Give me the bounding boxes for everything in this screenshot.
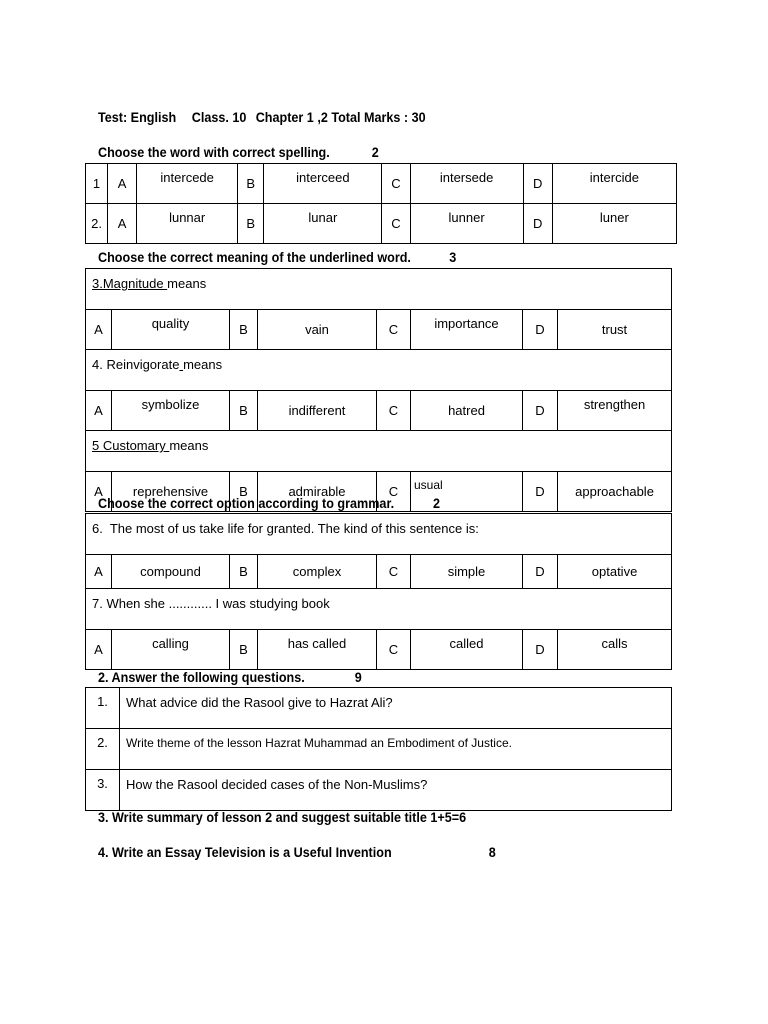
test-subject: Test: English xyxy=(98,109,177,125)
option-text: indifferent xyxy=(258,391,377,431)
prompt-word: 4. Reinvigorate xyxy=(92,357,180,372)
option-text: calls xyxy=(558,630,672,670)
section-title: Choose the word with correct spelling. xyxy=(98,144,330,160)
option-letter: B xyxy=(230,472,258,512)
section-title: Choose the correct meaning of the underlined word. xyxy=(98,249,411,265)
option-text: called xyxy=(411,630,523,670)
question-number: 2. xyxy=(86,729,120,770)
section-marks: 8 xyxy=(488,844,496,860)
option-text: simple xyxy=(411,555,523,589)
prompt-rest: means xyxy=(169,438,209,453)
option-text: lunner xyxy=(410,204,523,244)
option-letter: C xyxy=(377,310,411,350)
test-header xyxy=(91,93,426,125)
section-marks: 2 xyxy=(371,144,379,160)
section-title: 2. Answer the following questions. xyxy=(98,669,305,685)
question-prompt: 7. When she ............ I was studying book xyxy=(86,589,672,630)
option-text: intercide xyxy=(552,164,676,204)
option-letter: D xyxy=(523,204,552,244)
option-text: luner xyxy=(552,204,676,244)
section-questions-heading xyxy=(91,653,362,685)
section-marks: 2 xyxy=(433,495,441,511)
option-letter: A xyxy=(86,555,112,589)
option-letter: B xyxy=(238,204,264,244)
option-letter: D xyxy=(523,472,558,512)
option-text: has called xyxy=(258,630,377,670)
option-text: interceed xyxy=(264,164,382,204)
spelling-table xyxy=(85,163,677,244)
question-prompt xyxy=(86,269,672,310)
underlined-word: 3.Magnitude xyxy=(92,276,168,291)
option-text: trust xyxy=(558,310,672,350)
section-marks: 3 xyxy=(449,249,457,265)
option-text: vain xyxy=(258,310,377,350)
section-title: 3. Write summary of lesson 2 and suggest suitable title 1+5=6 xyxy=(98,809,467,825)
option-letter: B xyxy=(230,630,258,670)
option-text: importance xyxy=(411,310,523,350)
table-row xyxy=(86,555,672,589)
option-letter: C xyxy=(382,164,410,204)
table-row xyxy=(86,688,672,729)
option-text: calling xyxy=(112,630,230,670)
question-number: 1 xyxy=(86,164,108,204)
option-text: admirable xyxy=(258,472,377,512)
option-letter: D xyxy=(523,391,558,431)
option-letter: C xyxy=(377,630,411,670)
option-letter: A xyxy=(86,472,112,512)
option-letter: C xyxy=(377,472,411,512)
table-row xyxy=(86,164,677,204)
test-class: Class. 10 xyxy=(191,109,247,125)
option-letter: A xyxy=(108,204,137,244)
option-letter: A xyxy=(108,164,137,204)
option-letter: D xyxy=(523,164,552,204)
question-text: How the Rasool decided cases of the Non-Muslims? xyxy=(120,770,672,811)
option-letter: B xyxy=(230,555,258,589)
essay-question xyxy=(91,828,496,860)
table-row xyxy=(86,431,672,472)
underlined-word: 5 Customary xyxy=(92,438,170,453)
option-text: hatred xyxy=(411,391,523,431)
section-title: Choose the correct option according to grammar. xyxy=(98,495,395,511)
meaning-table xyxy=(85,268,672,512)
test-chapter-marks: Chapter 1 ,2 Total Marks : 30 xyxy=(255,109,426,125)
prompt-rest: means xyxy=(183,357,223,372)
option-text: optative xyxy=(558,555,672,589)
option-text: strengthen xyxy=(558,391,672,431)
table-row xyxy=(86,350,672,391)
option-letter: A xyxy=(86,630,112,670)
question-prompt: 6. The most of us take life for granted. The kind of this sentence is: xyxy=(86,514,672,555)
option-text: intersede xyxy=(410,164,523,204)
table-row xyxy=(86,514,672,555)
question-prompt xyxy=(86,431,672,472)
question-text: What advice did the Rasool give to Hazrat Ali? xyxy=(120,688,672,729)
option-letter: C xyxy=(382,204,410,244)
option-letter: C xyxy=(377,555,411,589)
table-row xyxy=(86,729,672,770)
option-text: approachable xyxy=(558,472,672,512)
option-letter: C xyxy=(377,391,411,431)
section-meaning-heading xyxy=(91,233,457,265)
option-letter: D xyxy=(523,310,558,350)
table-row xyxy=(86,269,672,310)
prompt-rest: means xyxy=(167,276,207,291)
option-text: usual xyxy=(411,472,523,512)
summary-question xyxy=(91,793,466,825)
option-text: intercede xyxy=(137,164,238,204)
option-letter: B xyxy=(230,391,258,431)
section-title: 4. Write an Essay Television is a Useful Invention xyxy=(98,844,392,860)
question-number: 1. xyxy=(86,688,120,729)
option-letter: B xyxy=(238,164,264,204)
option-letter: D xyxy=(523,630,558,670)
option-text: lunnar xyxy=(137,204,238,244)
question-prompt xyxy=(86,350,672,391)
table-row xyxy=(86,310,672,350)
section-marks: 9 xyxy=(354,669,362,685)
question-number: 3. xyxy=(86,770,120,811)
question-number: 2. xyxy=(86,204,108,244)
option-letter: A xyxy=(86,310,112,350)
grammar-table xyxy=(85,513,672,670)
option-text: compound xyxy=(112,555,230,589)
option-text: complex xyxy=(258,555,377,589)
option-letter: A xyxy=(86,391,112,431)
option-text: lunar xyxy=(264,204,382,244)
section-spelling-heading xyxy=(91,128,379,160)
option-text: quality xyxy=(112,310,230,350)
option-text: symbolize xyxy=(112,391,230,431)
question-text: Write theme of the lesson Hazrat Muhammad an Embodiment of Justice. xyxy=(120,729,672,770)
table-row xyxy=(86,589,672,630)
table-row xyxy=(86,391,672,431)
option-letter: B xyxy=(230,310,258,350)
option-letter: D xyxy=(523,555,558,589)
option-text: reprehensive xyxy=(112,472,230,512)
